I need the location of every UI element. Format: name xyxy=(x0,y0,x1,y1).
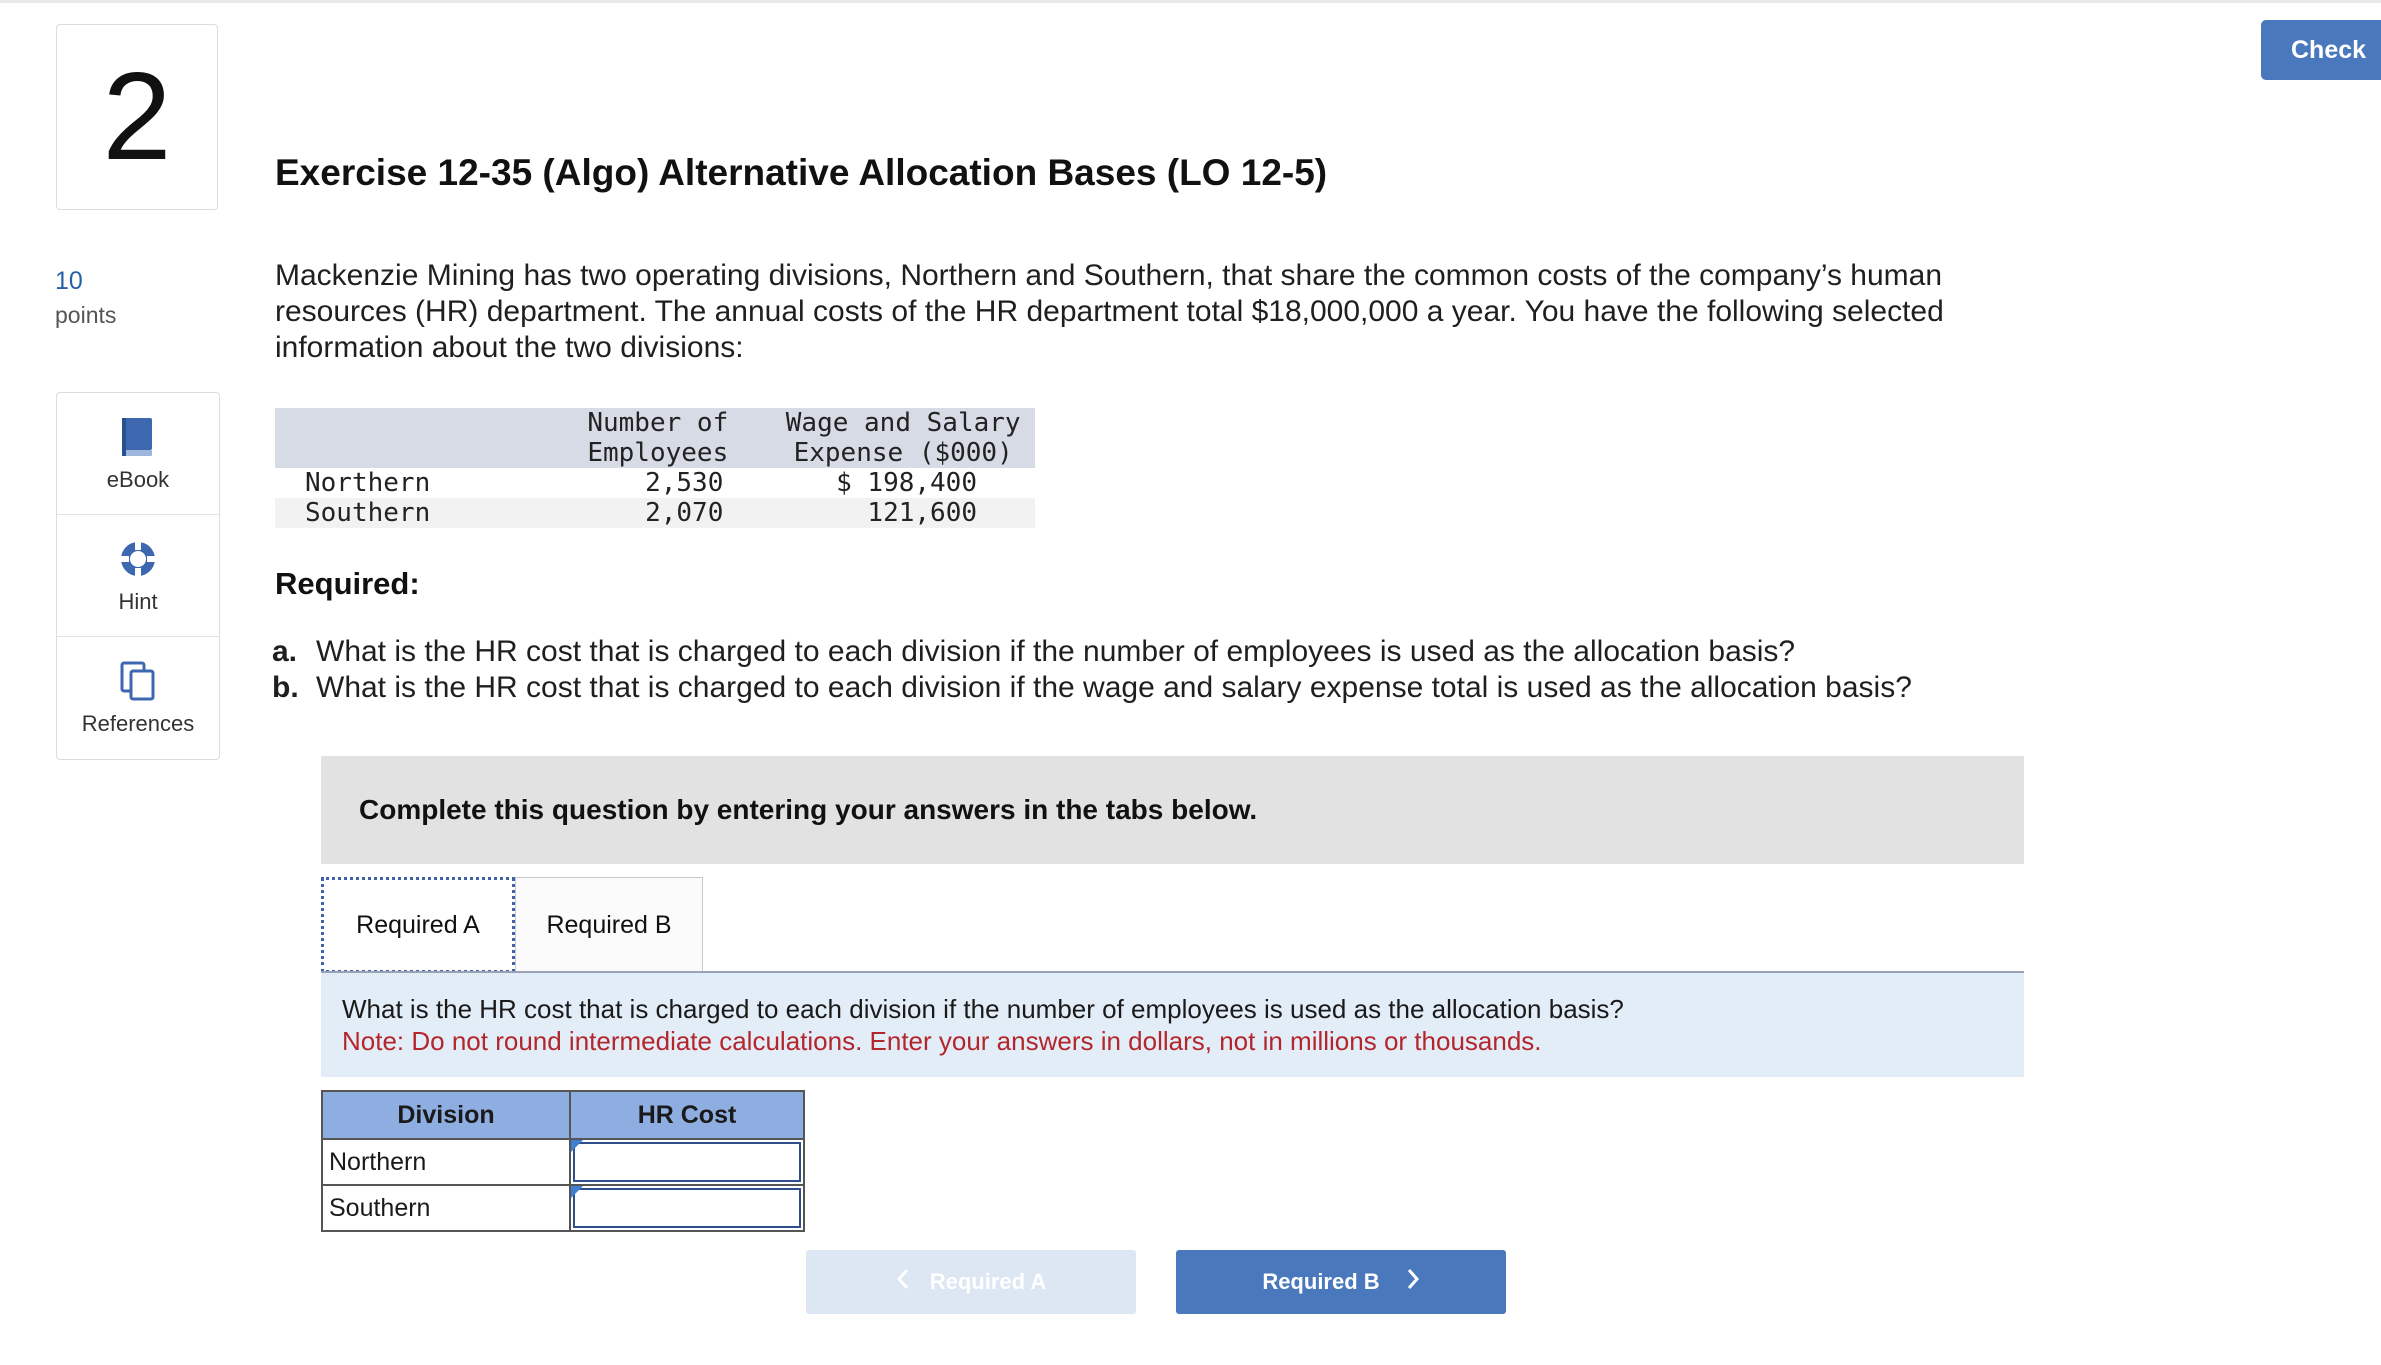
employees-value: 2,070 xyxy=(544,498,771,528)
points-value: 10 xyxy=(55,267,83,295)
answer-division-label: Southern xyxy=(322,1185,570,1231)
required-list xyxy=(272,634,1912,706)
col-wages-header-2: Expense ($000) xyxy=(793,438,1013,468)
wages-value: $ 198,400 xyxy=(836,468,977,498)
exercise-title: Exercise 12-35 (Algo) Alternative Allocation Bases (LO 12-5) xyxy=(275,152,1328,193)
prev-button-label: Required A xyxy=(929,1269,1047,1294)
required-b-text: What is the HR cost that is charged to each division if the wage and salary expense total is used as the allocation basis? xyxy=(316,671,1912,704)
table-row xyxy=(322,1139,804,1185)
division-data-table xyxy=(275,408,1035,528)
employees-value: 2,530 xyxy=(645,468,724,498)
col-employees-header-2: Employees xyxy=(587,438,729,468)
northern-hr-cost-input[interactable] xyxy=(573,1142,801,1182)
division-column-header: Division xyxy=(322,1091,570,1139)
ebook-label: eBook xyxy=(106,466,170,492)
exercise-intro: Mackenzie Mining has two operating divisions, Northern and Southern, that share the common costs of the company’s human resources (HR) department. The annual costs of the HR department total $18,000,000 a year. You have the following selected information about the two divisions: xyxy=(275,259,1944,364)
tab-required-b[interactable]: Required B xyxy=(515,877,703,973)
panel-note: Note: Do not round intermediate calculations. Enter your answers in dollars, not in millions or thousands. xyxy=(342,1026,1542,1056)
input-flag-icon xyxy=(571,1186,583,1198)
references-tool[interactable] xyxy=(57,637,219,759)
required-heading: Required: xyxy=(275,566,420,601)
points-block xyxy=(55,264,116,332)
chevron-left-icon xyxy=(896,1268,910,1296)
ebook-tool[interactable] xyxy=(57,393,219,515)
table-row xyxy=(275,468,1035,498)
hint-label: Hint xyxy=(118,588,158,614)
next-required-b-button[interactable] xyxy=(1176,1250,1506,1314)
northern-hr-cost-cell xyxy=(570,1139,804,1185)
tools-panel xyxy=(56,392,220,760)
table-row xyxy=(322,1185,804,1231)
panel-question: What is the HR cost that is charged to each division if the number of employees is used as the allocation basis? xyxy=(342,994,1624,1024)
division-name: Southern xyxy=(275,498,544,528)
copy-icon xyxy=(118,659,158,703)
required-b-letter: b. xyxy=(272,671,299,704)
hr-cost-column-header: HR Cost xyxy=(570,1091,804,1139)
top-divider xyxy=(0,0,2381,3)
required-item-a xyxy=(272,634,1912,670)
tab-required-a[interactable]: Required A xyxy=(321,877,515,973)
answer-division-label: Northern xyxy=(322,1139,570,1185)
table-row xyxy=(275,498,1035,528)
check-button[interactable]: Check xyxy=(2261,20,2381,80)
question-panel xyxy=(321,973,2024,1077)
question-number: 2 xyxy=(56,24,218,210)
references-label: References xyxy=(81,711,195,736)
answer-table xyxy=(321,1090,805,1232)
table-header-row xyxy=(275,408,1035,468)
input-flag-icon xyxy=(571,1140,583,1152)
lifebuoy-icon xyxy=(118,537,158,581)
hint-tool[interactable] xyxy=(57,515,219,637)
division-name: Northern xyxy=(305,468,431,498)
points-label: points xyxy=(55,302,117,328)
required-item-b xyxy=(272,670,1912,706)
next-button-label: Required B xyxy=(1262,1269,1380,1294)
chevron-right-icon xyxy=(1406,1268,1420,1296)
col-wages-header-1: Wage and Salary xyxy=(785,408,1021,438)
answer-header-row xyxy=(322,1091,804,1139)
required-a-text: What is the HR cost that is charged to each division if the number of employees is used as the allocation basis? xyxy=(316,635,1796,668)
prev-required-a-button[interactable] xyxy=(806,1250,1136,1314)
southern-hr-cost-input[interactable] xyxy=(573,1188,801,1228)
instructions-banner: Complete this question by entering your answers in the tabs below. xyxy=(321,756,2024,864)
required-a-letter: a. xyxy=(272,635,298,668)
southern-hr-cost-cell xyxy=(570,1185,804,1231)
wages-value: 121,600 xyxy=(771,498,1035,528)
book-icon xyxy=(118,415,158,459)
col-employees-header-1: Number of xyxy=(587,408,729,438)
